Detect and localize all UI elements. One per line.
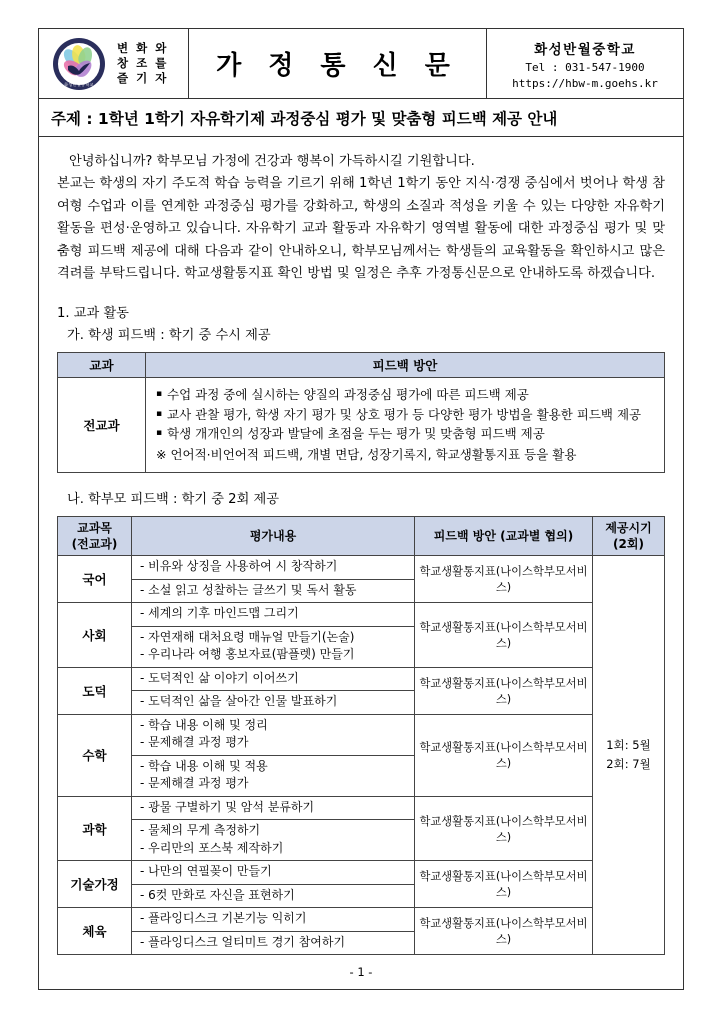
school-name: 화성반월중학교: [534, 41, 636, 58]
assessment-item-group: [132, 603, 414, 627]
cell-subject: 사회: [58, 603, 132, 668]
assessment-item-group: [132, 820, 414, 860]
masthead-center: [189, 29, 487, 98]
emblem-ring-text: 화성반월중학교: [64, 81, 94, 87]
cell-subject: 도덕: [58, 667, 132, 714]
assessment-item: - 학습 내용 이해 및 정리: [140, 717, 268, 732]
assessment-item-group: [132, 756, 414, 796]
cell-subject: 국어: [58, 556, 132, 603]
header-feedback-method: 피드백 방안 (교과별 협의): [415, 517, 593, 556]
school-phone: Tel : 031-547-1900: [525, 60, 645, 74]
cell-subject: 과학: [58, 796, 132, 861]
assessment-item: - 광물 구별하기 및 암석 분류하기: [140, 799, 315, 814]
cell-assessment-content: [132, 908, 415, 955]
parent-feedback-table-body: [58, 556, 665, 955]
header-subject-column: [58, 517, 132, 556]
feedback-bullet-list: [156, 385, 654, 444]
table-header-row: [58, 517, 665, 556]
page-number: - 1 -: [349, 965, 373, 979]
assessment-item-group: [132, 715, 414, 756]
header-time-line2: (2회): [613, 537, 644, 552]
cell-feedback-method: 학교생활통지표(나이스학부모서비스): [415, 796, 593, 861]
assessment-item: - 나만의 연필꽂이 만들기: [140, 864, 272, 879]
newsletter-title: 가 정 통 신 문: [216, 51, 459, 81]
assessment-item: - 세계의 기후 마인드맵 그리기: [140, 606, 299, 621]
table-row: [58, 556, 665, 603]
intro-paragraph: [57, 151, 665, 285]
motto-line-1: 변 화 와: [117, 41, 169, 55]
assessment-item: - 플라잉디스크 얼티미트 경기 참여하기: [140, 934, 346, 949]
assessment-item: - 우리나라 여행 홍보자료(팜플렛) 만들기: [140, 647, 355, 662]
greeting-text: 안녕하십니까? 학부모님 가정에 건강과 행복이 가득하시길 기원합니다.: [69, 154, 475, 169]
school-motto: [117, 41, 168, 86]
assessment-item: - 문제해결 과정 평가: [140, 776, 249, 791]
table-row: [58, 667, 665, 714]
cell-feedback-method: 학교생활통지표(나이스학부모서비스): [415, 908, 593, 955]
section-1a-heading: 가. 학생 피드백 : 학기 중 수시 제공: [67, 328, 271, 344]
assessment-item-group: [132, 556, 414, 580]
cell-feedback-method: 학교생활통지표(나이스학부모서비스): [415, 556, 593, 603]
cell-feedback-method: 학교생활통지표(나이스학부모서비스): [415, 714, 593, 796]
table-row: [58, 714, 665, 796]
assessment-item: - 자연재해 대처요령 매뉴얼 만들기(논술): [140, 629, 355, 644]
cell-assessment-content: [132, 861, 415, 908]
cell-feedback-method: 학교생활통지표(나이스학부모서비스): [415, 861, 593, 908]
assessment-item: - 플라잉디스크 기본기능 익히기: [140, 911, 307, 926]
parent-feedback-table: [57, 516, 665, 955]
cell-provision-time: [593, 556, 665, 955]
cell-feedback-method: 학교생활통지표(나이스학부모서비스): [415, 667, 593, 714]
masthead-left: [39, 29, 189, 98]
assessment-item: - 도덕적인 삶 이야기 이어쓰기: [140, 670, 299, 685]
bird-icon: [67, 62, 91, 77]
document-content: [39, 137, 683, 955]
assessment-item: - 문제해결 과정 평가: [140, 735, 249, 750]
school-emblem-icon: [53, 38, 105, 90]
header-feedback-method: 피드백 방안: [146, 353, 665, 378]
cell-feedback-method: 학교생활통지표(나이스학부모서비스): [415, 603, 593, 668]
motto-line-2: 창 조 를: [117, 56, 169, 70]
body-paragraph-text: 본교는 학생의 자기 주도적 학습 능력을 기르기 위해 1학년 1학기 동안 지식·경쟁 중심에서 벗어나 학생 참여형 수업과 이를 연계한 과정중심 평가를 강화하고, 학생의 소질과 적성을 키울 수 있는 다양한 자유학기 활동을 편성·운영하고 있습니다. 자유학기 교과 활동과 자유학기 영역별 활동에 대한 과정중심 평가 및 맞춤형 피드백 제공에 대해 다음과 같이 안내하오니, 학부모님께서는 학생들의 교육활동을 확인하시고 많은 격려를 부탁드립니다. 학교생활통지표 확인 방법 및 일정은 추후 가정통신문으로 안내하도록 하겠습니다.: [57, 176, 665, 282]
masthead-right: [487, 29, 683, 98]
assessment-item-group: [132, 668, 414, 692]
page-footer: [39, 965, 683, 979]
feedback-note: ※ 언어적·비언어적 피드백, 개별 면담, 성장기록지, 학교생활통지표 등을 활용: [156, 446, 577, 462]
assessment-item: - 도덕적인 삶을 살아간 인물 발표하기: [140, 694, 338, 709]
header-assessment-content: 평가내용: [132, 517, 415, 556]
table-row: [58, 908, 665, 955]
subject-text: 주제 : 1학년 1학기 자유학기제 과정중심 평가 및 맞춤형 피드백 제공 안내: [51, 109, 558, 128]
header-subject-line2: (전교과): [71, 537, 118, 552]
cell-subject: 체육: [58, 908, 132, 955]
section-1-heading: 1. 교과 활동: [57, 306, 129, 322]
cell-feedback-methods: [146, 378, 665, 473]
assessment-item: - 물체의 무게 측정하기: [140, 823, 261, 838]
header-time-line1: 제공시기: [605, 521, 652, 536]
table-row: [58, 378, 665, 473]
student-feedback-table: [57, 352, 665, 473]
header-subject-line1: 교과목: [77, 521, 112, 536]
cell-assessment-content: [132, 796, 415, 861]
assessment-item: - 비유와 상징을 사용하여 시 창작하기: [140, 559, 338, 574]
assessment-item-group: [132, 797, 414, 821]
motto-line-3: 즐 기 자: [117, 71, 169, 85]
list-item: ▪ 교사 관찰 평가, 학생 자기 평가 및 상호 평가 등 다양한 평가 방법을 활용한 피드백 제공: [156, 405, 654, 425]
cell-assessment-content: [132, 714, 415, 796]
assessment-item-group: [132, 627, 414, 667]
table-header-row: [58, 353, 665, 378]
assessment-item-group: [132, 580, 414, 603]
header-subject: 교과: [58, 353, 146, 378]
table-row: [58, 603, 665, 668]
assessment-item-group: [132, 885, 414, 908]
cell-assessment-content: [132, 667, 415, 714]
section-1b-heading: 나. 학부모 피드백 : 학기 중 2회 제공: [67, 492, 279, 508]
cell-subject-all: 전교과: [58, 378, 146, 473]
list-item: ▪ 학생 개개인의 성장과 발달에 초점을 두는 평가 및 맞춤형 피드백 제공: [156, 424, 654, 444]
header-provision-time: [593, 517, 665, 556]
school-website-link[interactable]: https://hbw-m.goehs.kr: [512, 76, 658, 90]
provision-time-line1: 1회: 5월: [606, 738, 651, 753]
assessment-item: - 우리만의 포스북 제작하기: [140, 840, 284, 855]
assessment-item-group: [132, 861, 414, 885]
table-row: [58, 861, 665, 908]
table-row: [58, 796, 665, 861]
cell-subject: 기술가정: [58, 861, 132, 908]
document-page: [38, 28, 684, 990]
list-item: ▪ 수업 과정 중에 실시하는 양질의 과정중심 평가에 따른 피드백 제공: [156, 385, 654, 405]
assessment-item-group: [132, 908, 414, 932]
cell-subject: 수학: [58, 714, 132, 796]
cell-assessment-content: [132, 556, 415, 603]
subject-bar: [39, 99, 683, 137]
cell-assessment-content: [132, 603, 415, 668]
assessment-item: - 학습 내용 이해 및 적용: [140, 758, 268, 773]
assessment-item: - 소설 읽고 성찰하는 글쓰기 및 독서 활동: [140, 582, 357, 597]
provision-time-line2: 2회: 7월: [606, 757, 651, 772]
assessment-item-group: [132, 691, 414, 714]
assessment-item: - 6컷 만화로 자신을 표현하기: [140, 887, 295, 902]
masthead: [39, 29, 683, 99]
assessment-item-group: [132, 932, 414, 955]
